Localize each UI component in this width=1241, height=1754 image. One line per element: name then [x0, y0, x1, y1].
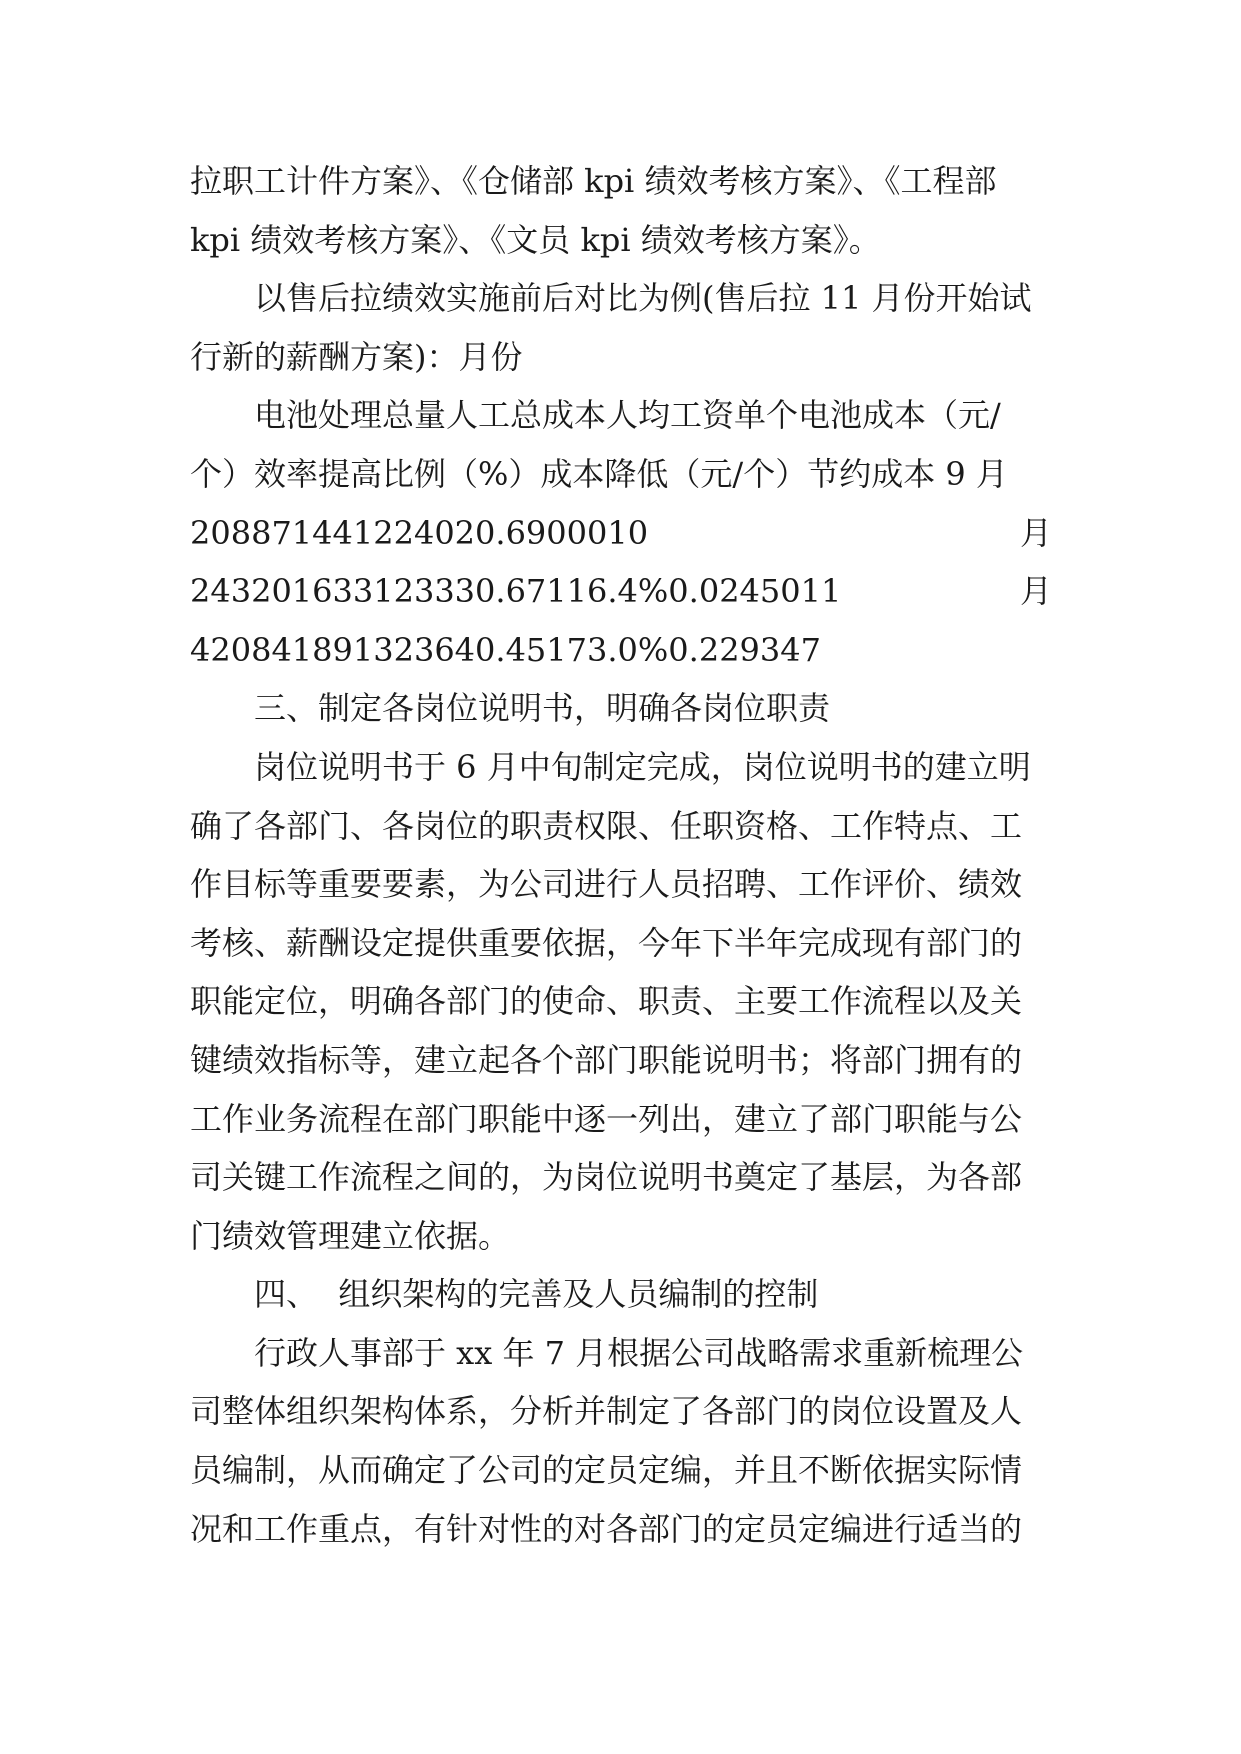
text-line: 职能定位，明确各部门的使命、职责、主要工作流程以及关 [190, 982, 1023, 1021]
text-line: 键绩效指标等，建立起各个部门职能说明书；将部门拥有的 [190, 1040, 1023, 1079]
data-row: 420841891323640.45173.0%0.229347 [190, 630, 821, 669]
text-line: 考核、薪酬设定提供重要依据，今年下半年完成现有部门的 [190, 923, 1023, 962]
data-row-values: 208871441224020.6900010 [190, 513, 649, 552]
text-line: 况和工作重点，有针对性的对各部门的定员定编进行适当的 [190, 1509, 1023, 1548]
text-line: 司关键工作流程之间的，为岗位说明书奠定了基层，为各部 [190, 1158, 1023, 1197]
data-row [190, 562, 1052, 621]
text-line: 确了各部门、各岗位的职责权限、任职资格、工作特点、工 [190, 806, 1023, 845]
paragraph-start: 电池处理总量人工总成本人均工资单个电池成本（元/ [254, 396, 1001, 435]
data-row-values: 243201633123330.67116.4%0.0245011 [190, 572, 842, 611]
section-heading: 三、制定各岗位说明书，明确各岗位职责 [254, 689, 831, 728]
text-line: 门绩效管理建立依据。 [190, 1216, 511, 1255]
paragraph-start: 以售后拉绩效实施前后对比为例(售后拉 11 月份开始试 [254, 279, 1032, 318]
paragraph-start: 行政人事部于 xx 年 7 月根据公司战略需求重新梳理公 [254, 1333, 1024, 1372]
text-line: 员编制，从而确定了公司的定员定编，并且不断依据实际情 [190, 1451, 1023, 1490]
text-line: 司整体组织架构体系，分析并制定了各部门的岗位设置及人 [190, 1392, 1023, 1431]
section-heading: 四、 组织架构的完善及人员编制的控制 [254, 1275, 819, 1314]
text-line: 个）效率提高比例（%）成本降低（元/个）节约成本 9 月 [190, 454, 1008, 493]
text-line: 作目标等重要要素，为公司进行人员招聘、工作评价、绩效 [190, 865, 1023, 904]
text-line: 拉职工计件方案》、《仓储部 kpi 绩效考核方案》、《工程部 [190, 162, 997, 200]
text-line: 工作业务流程在部门职能中逐一列出，建立了部门职能与公 [190, 1099, 1023, 1138]
data-row-month: 月 [1019, 572, 1052, 611]
paragraph-start: 岗位说明书于 6 月中旬制定完成，岗位说明书的建立明 [254, 747, 1031, 786]
data-row [190, 504, 1052, 563]
text-line: kpi 绩效考核方案》、《文员 kpi 绩效考核方案》。 [190, 220, 881, 259]
text-line: 行新的薪酬方案)：月份 [190, 337, 523, 376]
data-row-month: 月 [1019, 513, 1052, 552]
document-page [190, 152, 1052, 1558]
